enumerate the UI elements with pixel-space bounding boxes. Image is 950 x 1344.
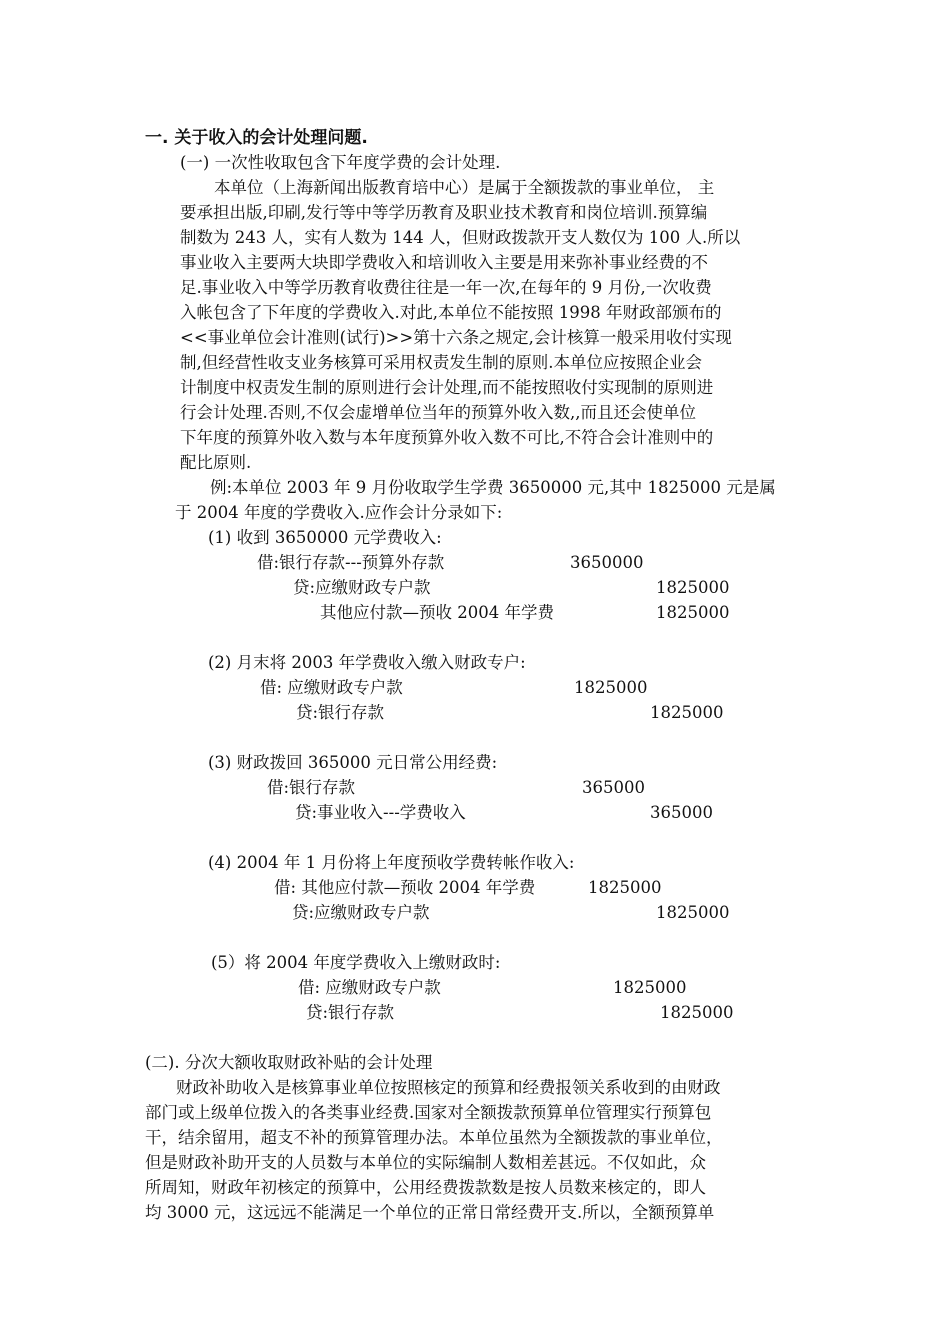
debit-account: 借: 应缴财政专户款	[298, 978, 441, 997]
paragraph-line: 事业收入主要两大块即学费收入和培训收入主要是用来弥补事业经费的不	[180, 253, 708, 272]
entry-title: (4) 2004 年 1 月份将上年度预收学费转帐作收入:	[208, 853, 575, 872]
subsection-1-title: (一) 一次性收取包含下年度学费的会计处理.	[180, 153, 501, 172]
paragraph-line: 所周知，财政年初核定的预算中，公用经费拨款数是按人员数来核定的，即人	[145, 1178, 706, 1197]
paragraph-line: <<事业单位会计准则(试行)>>第十六条之规定,会计核算一般采用收付实现	[180, 328, 732, 347]
paragraph-line: 下年度的预算外收入数与本年度预算外收入数不可比,不符合会计准则中的	[180, 428, 714, 447]
paragraph-line: 均 3000 元，这远远不能满足一个单位的正常日常经费开支.所以，全额预算单	[145, 1203, 715, 1222]
paragraph-line: 但是财政补助开支的人员数与本单位的实际编制人数相差甚远。不仅如此，众	[145, 1153, 706, 1172]
debit-account: 借: 应缴财政专户款	[260, 678, 403, 697]
paragraph-line: 入帐包含了下年度的学费收入.对此,本单位不能按照 1998 年财政部颁布的	[180, 303, 722, 322]
credit-amount: 1825000	[650, 703, 724, 722]
debit-account: 借: 其他应付款—预收 2004 年学费	[274, 878, 536, 897]
paragraph-line: 足.事业收入中等学历教育收费往往是一年一次,在每年的 9 月份,一次收费	[180, 278, 712, 297]
section-heading: 一. 关于收入的会计处理问题.	[145, 128, 368, 148]
credit-account: 贷:应缴财政专户款	[293, 578, 431, 597]
credit-account: 其他应付款—预收 2004 年学费	[320, 603, 554, 622]
credit-account: 贷:银行存款	[296, 703, 385, 722]
credit-account: 贷:应缴财政专户款	[292, 903, 430, 922]
debit-account: 借:银行存款	[267, 778, 356, 797]
paragraph-line: 行会计处理.否则,不仅会虚增单位当年的预算外收入数,,而且还会使单位	[180, 403, 696, 422]
debit-amount: 1825000	[588, 878, 662, 897]
entry-title: (5）将 2004 年度学费收入上缴财政时:	[211, 953, 501, 972]
debit-amount: 365000	[582, 778, 645, 797]
paragraph-line: 干，结余留用，超支不补的预算管理办法。本单位虽然为全额拨款的事业单位，	[145, 1128, 723, 1147]
example-line: 于 2004 年度的学费收入.应作会计分录如下:	[175, 503, 503, 522]
credit-account: 贷:银行存款	[306, 1003, 395, 1022]
entry-title: (1) 收到 3650000 元学费收入:	[208, 528, 442, 547]
paragraph-line: 制数为 243 人，实有人数为 144 人，但财政拨款开支人数仅为 100 人.所以	[180, 228, 741, 247]
credit-amount: 1825000	[656, 578, 730, 597]
credit-amount: 1825000	[660, 1003, 734, 1022]
paragraph-line: 部门或上级单位拨入的各类事业经费.国家对全额拨款预算单位管理实行预算包	[145, 1103, 712, 1122]
debit-amount: 3650000	[570, 553, 644, 572]
paragraph-line: 要承担出版,印刷,发行等中等学历教育及职业技术教育和岗位培训.预算编	[180, 203, 708, 222]
entry-title: (3) 财政拨回 365000 元日常公用经费:	[208, 753, 498, 772]
credit-amount: 1825000	[656, 903, 730, 922]
debit-amount: 1825000	[574, 678, 648, 697]
paragraph-line: 计制度中权责发生制的原则进行会计处理,而不能按照收付实现制的原则进	[180, 378, 714, 397]
example-line: 例:本单位 2003 年 9 月份收取学生学费 3650000 元,其中 1825000 元是属	[210, 478, 776, 497]
subsection-2-title: (二). 分次大额收取财政补贴的会计处理	[145, 1053, 433, 1072]
paragraph-line: 配比原则.	[180, 453, 252, 472]
debit-account: 借:银行存款---预算外存款	[257, 553, 445, 572]
entry-title: (2) 月末将 2003 年学费收入缴入财政专户:	[208, 653, 526, 672]
paragraph-line: 财政补助收入是核算事业单位按照核定的预算和经费报领关系收到的由财政	[176, 1078, 721, 1097]
paragraph-line: 本单位（上海新闻出版教育培中心）是属于全额拨款的事业单位， 主	[214, 178, 715, 197]
credit-account: 贷:事业收入---学费收入	[295, 803, 466, 822]
paragraph-line: 制,但经营性收支业务核算可采用权责发生制的原则.本单位应按照企业会	[180, 353, 702, 372]
credit-amount: 1825000	[656, 603, 730, 622]
debit-amount: 1825000	[613, 978, 687, 997]
credit-amount: 365000	[650, 803, 713, 822]
